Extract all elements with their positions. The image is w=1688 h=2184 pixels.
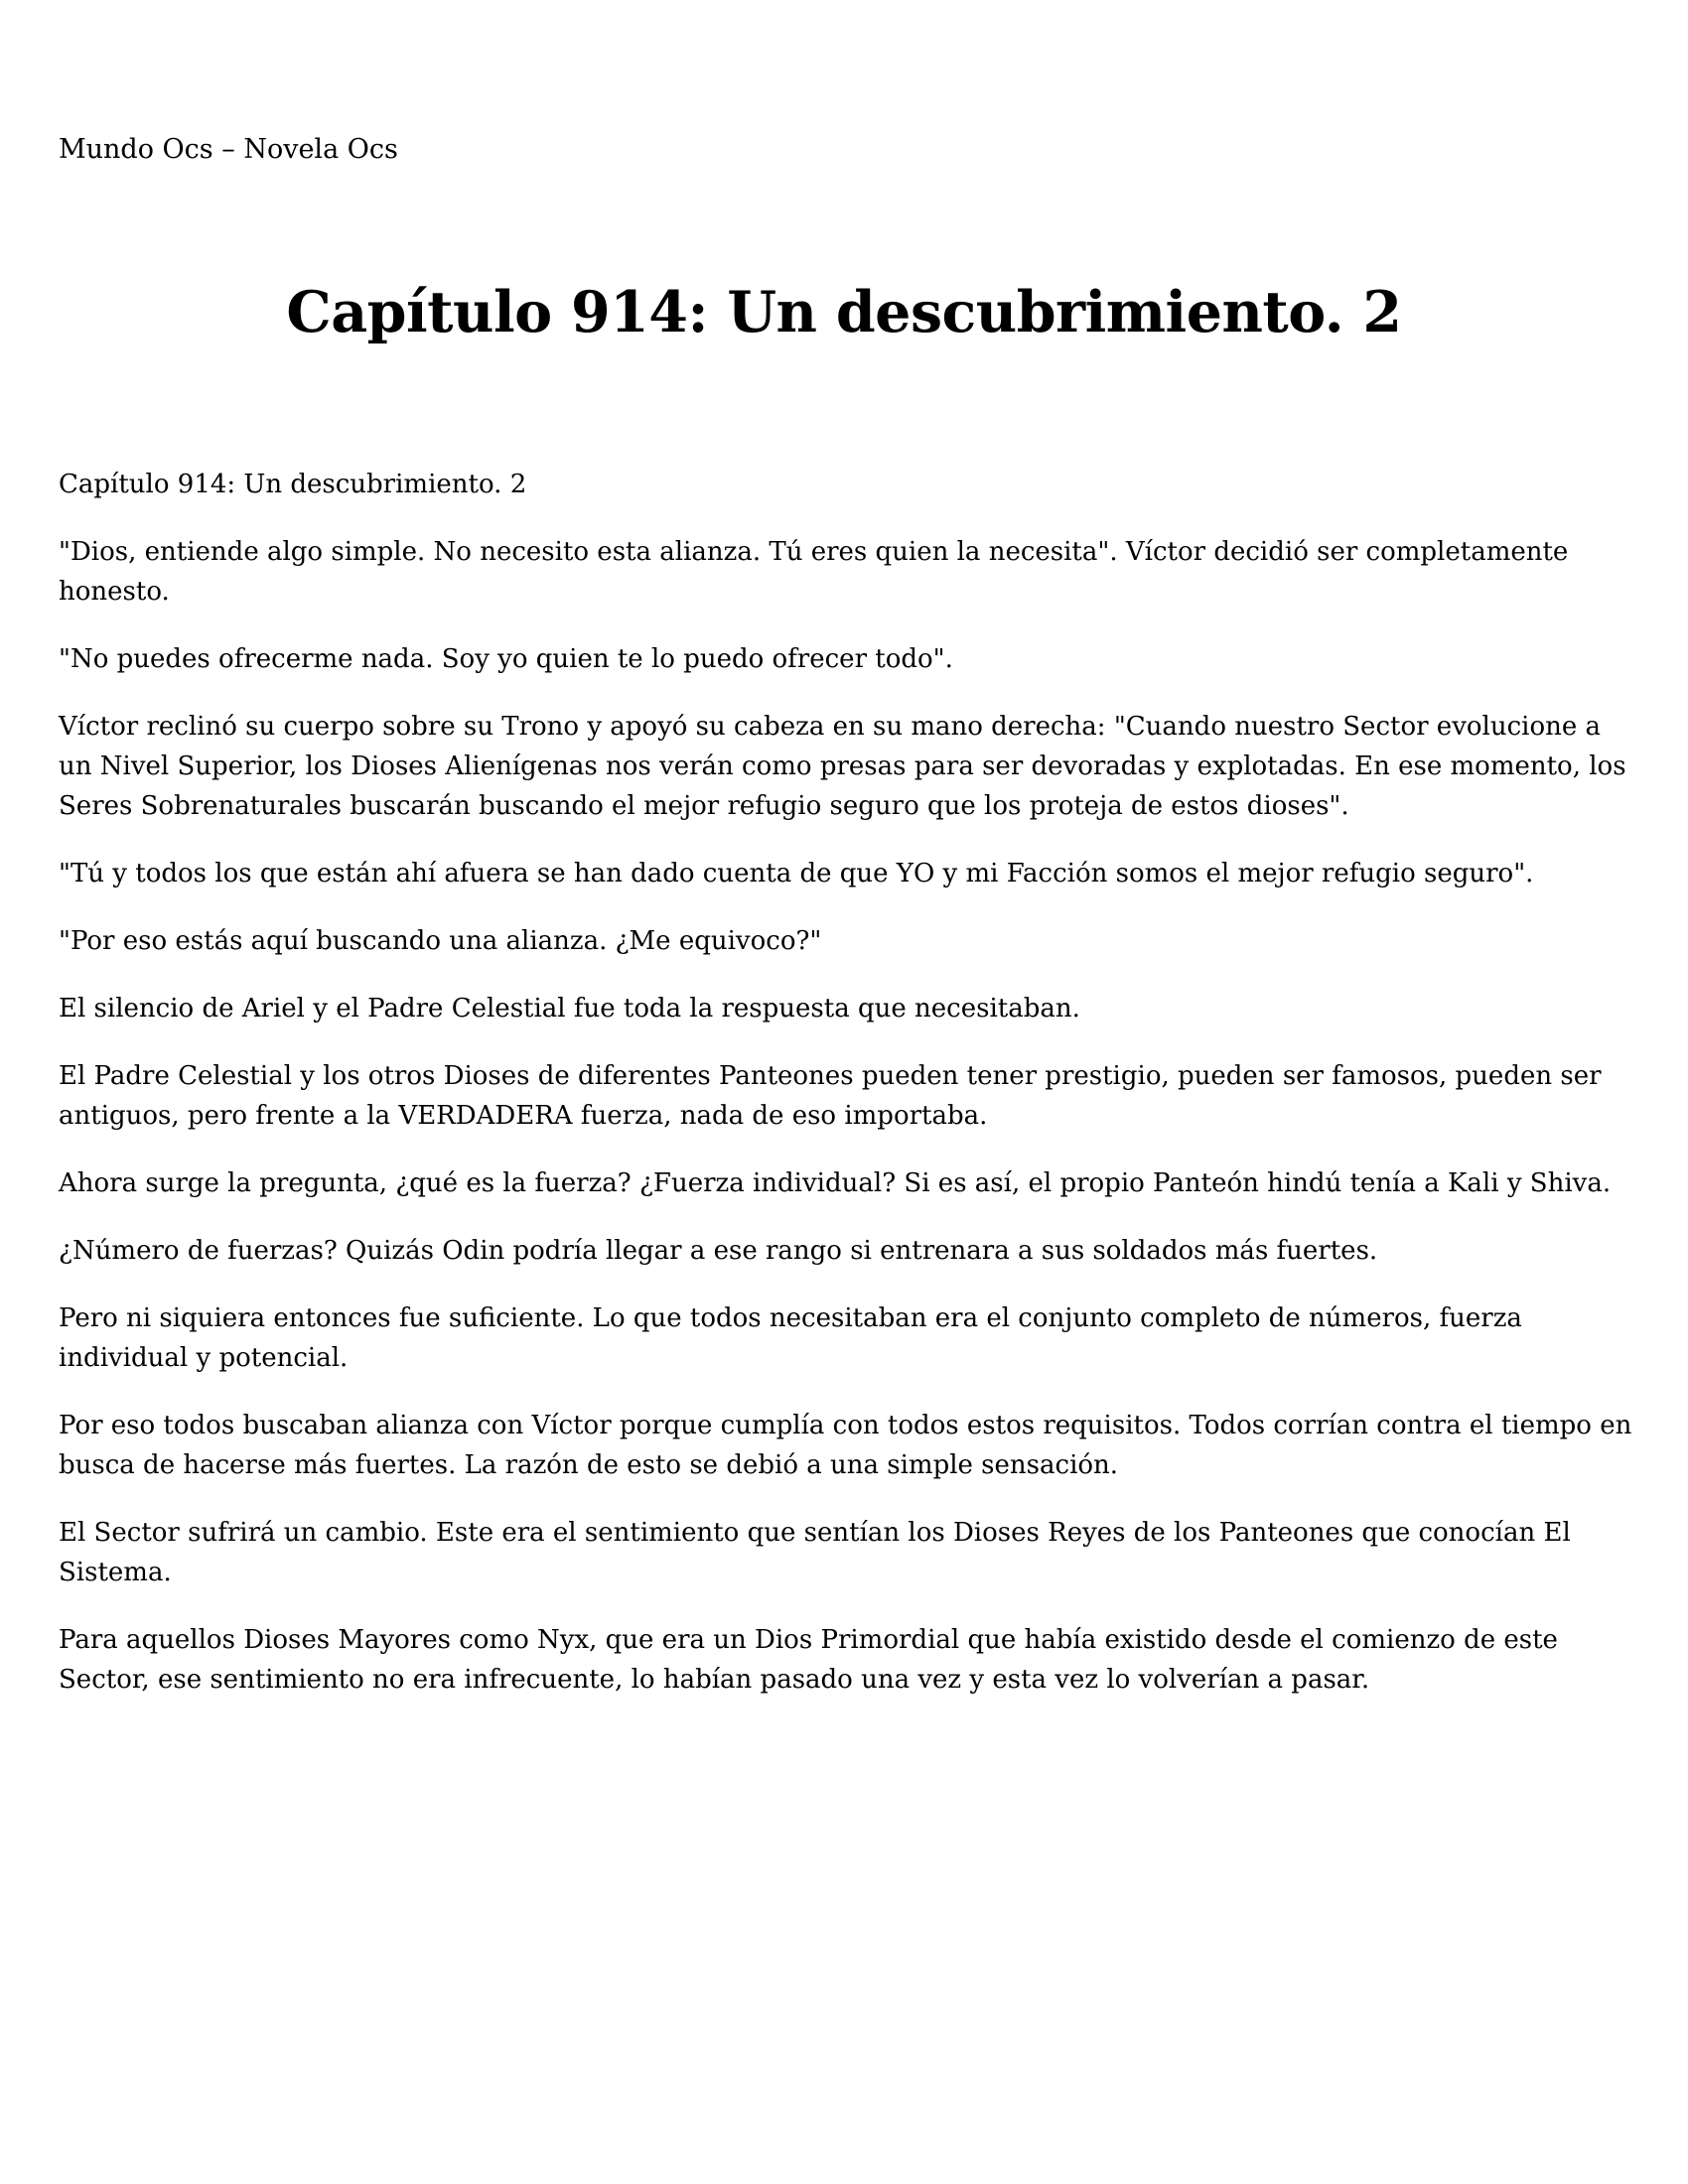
running-header: Mundo Ocs – Novela Ocs [59,134,398,165]
paragraph: "Dios, entiende algo simple. No necesito esta alianza. Tú eres quien la necesita". Víctor decidió ser completamente honesto. [59,537,1569,607]
body-text [59,465,1637,1727]
paragraph: Para aquellos Dioses Mayores como Nyx, que era un Dios Primordial que había existido desde el comienzo de este Sector, ese sentimiento no era infrecuente, lo habían pasado una vez y esta vez lo volverían a pasar. [59,1625,1558,1695]
paragraph: El Padre Celestial y los otros Dioses de diferentes Panteones pueden tener prestigio, pueden ser famosos, pueden ser antiguos, pero frente a la VERDADERA fuerza, nada de eso importaba. [59,1061,1602,1131]
paragraph: Víctor reclinó su cuerpo sobre su Trono y apoyó su cabeza en su mano derecha: "Cuando nuestro Sector evolucione a un Nivel Superior, los Dioses Alienígenas nos verán como presas para ser devoradas y explotadas. En ese momento, los Seres Sobrenaturales buscarán buscando el mejor refugio seguro que los proteja de estos dioses". [59,712,1626,821]
paragraph: ¿Número de fuerzas? Quizás Odin podría llegar a ese rango si entrenara a sus soldados más fuertes. [59,1236,1378,1266]
paragraph: "No puedes ofrecerme nada. Soy yo quien te lo puedo ofrecer todo". [59,644,953,674]
paragraph: El Sector sufrirá un cambio. Este era el sentimiento que sentían los Dioses Reyes de los Panteones que conocían El Sistema. [59,1518,1571,1587]
paragraph: Ahora surge la pregunta, ¿qué es la fuerza? ¿Fuerza individual? Si es así, el propio Panteón hindú tenía a Kali y Shiva. [59,1168,1612,1198]
paragraph: "Tú y todos los que están ahí afuera se han dado cuenta de que YO y mi Facción somos el mejor refugio seguro". [59,859,1534,888]
paragraph: Pero ni siquiera entonces fue suficiente. Lo que todos necesitaban era el conjunto completo de números, fuerza individual y potencial. [59,1303,1522,1373]
paragraph: Por eso todos buscaban alianza con Víctor porque cumplía con todos estos requisitos. Todos corrían contra el tiempo en busca de hacerse más fuertes. La razón de esto se debió a una simple sensación. [59,1411,1632,1480]
paragraph: "Por eso estás aquí buscando una alianza. ¿Me equivoco?" [59,926,822,956]
chapter-title: Capítulo 914: Un descubrimiento. 2 [286,279,1402,345]
paragraph: El silencio de Ariel y el Padre Celestial fue toda la respuesta que necesitaban. [59,994,1080,1024]
paragraph: Capítulo 914: Un descubrimiento. 2 [59,470,527,499]
